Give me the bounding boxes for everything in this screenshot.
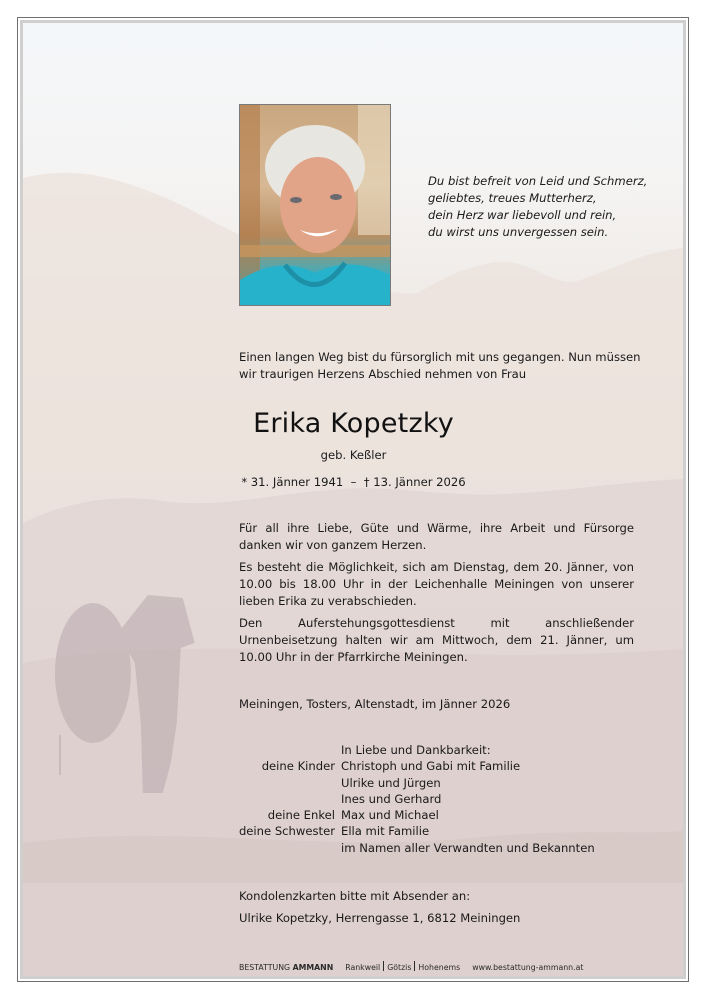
family-row: [203, 742, 595, 758]
family-role: deine Kinder: [261, 759, 335, 774]
family-row: [203, 840, 595, 856]
family-row: [203, 807, 595, 823]
family-row: [203, 758, 595, 774]
brand-name: BESTATTUNG AMMANN: [239, 963, 334, 972]
location: Rankweil: [345, 963, 381, 972]
portrait-illustration: [240, 105, 390, 305]
thanks-paragraph: Für all ihre Liebe, Güte und Wärme, ihre Arbeit und Fürsorge danken wir von ganzem Herzen.: [239, 521, 634, 552]
family-names: In Liebe und Dankbarkeit:: [341, 743, 491, 757]
family-row: [203, 791, 595, 807]
intro-line: wir traurigen Herzens Abschied nehmen von Frau: [239, 367, 527, 381]
portrait-photo: [239, 104, 391, 306]
website-link[interactable]: www.bestattung-ammann.at: [472, 963, 584, 972]
family-names: Ulrike und Jürgen: [341, 775, 441, 790]
location: Götzis: [387, 963, 412, 972]
family-names: im Namen aller Verwandten und Bekannten: [341, 840, 595, 855]
family-role: [203, 791, 341, 807]
family-row: [203, 823, 595, 839]
family-role: deine Schwester: [238, 824, 335, 839]
family-names: Christoph und Gabi mit Familie: [341, 759, 521, 774]
obituary-card-frame: [17, 17, 689, 982]
family-role: [203, 775, 341, 791]
divider: [414, 961, 415, 971]
funeral-home-footer: [239, 961, 583, 973]
family-role: [203, 840, 341, 856]
family-names: Ella mit Familie: [341, 824, 430, 839]
family-list: [203, 742, 595, 856]
announcement-paragraphs: [239, 520, 634, 671]
service-paragraph: Den Auferstehungsgottesdienst mit anschließender Urnenbeisetzung halten wir am Mittwoch, dem 21. Jänner, um 10.00 Uhr in der Pfarrkirche Meiningen.: [239, 616, 634, 664]
place-and-date: Meiningen, Tosters, Altenstadt, im Jänner 2026: [239, 697, 511, 711]
family-names: Max und Michael: [341, 808, 439, 823]
condolence-address: [239, 885, 634, 929]
life-dates: * 31. Jänner 1941 – † 13. Jänner 2026: [241, 475, 466, 489]
memorial-poem: [428, 173, 658, 241]
family-names: Ines und Gerhard: [341, 791, 442, 806]
poem-line: du wirst uns unvergessen sein.: [428, 225, 609, 239]
condolence-instruction: Kondolenzkarten bitte mit Absender an:: [239, 889, 471, 903]
location: Hohenems: [418, 963, 461, 972]
condolence-recipient: Ulrike Kopetzky, Herrengasse 1, 6812 Meiningen: [239, 911, 521, 925]
deceased-name: Erika Kopetzky: [253, 408, 454, 439]
family-row: [203, 775, 595, 791]
family-role: deine Enkel: [267, 808, 335, 823]
viewing-paragraph: Es besteht die Möglichkeit, sich am Dienstag, dem 20. Jänner, von 10.00 bis 18.00 Uhr in der Leichenhalle Meiningen von unserer lieben Erika zu verabschieden.: [239, 560, 634, 608]
divider: [383, 961, 384, 971]
obituary-card: [23, 23, 683, 976]
poem-line: dein Herz war liebevoll und rein,: [428, 208, 617, 222]
intro-line: Einen langen Weg bist du fürsorglich mit uns gegangen. Nun müssen: [239, 350, 641, 364]
intro-text: [239, 349, 641, 383]
family-role: [203, 742, 341, 758]
maiden-name: geb. Keßler: [320, 448, 387, 462]
poem-line: Du bist befreit von Leid und Schmerz,: [428, 174, 648, 188]
poem-line: geliebtes, treues Mutterherz,: [428, 191, 597, 205]
